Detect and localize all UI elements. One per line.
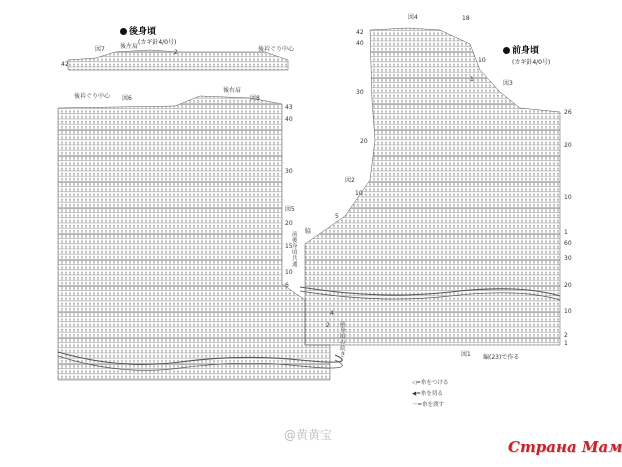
row-number: 10 (564, 194, 572, 201)
row-number: 20 (564, 282, 572, 289)
row-number: 20 (285, 220, 293, 227)
bottom-note: 編(23)で作る (483, 354, 520, 361)
row-number: 10 (285, 269, 293, 276)
carry-yarn-icon: 〜 (412, 402, 418, 408)
row-number: 26 (564, 109, 572, 116)
row-number: 1 (564, 229, 568, 236)
label-row-42-back: 42 (61, 61, 69, 68)
legend-text: =糸をつける (416, 380, 449, 386)
label-back-left-shoulder: 後左肩 (120, 43, 139, 50)
label-row-40-front: 40 (356, 40, 364, 47)
cut-yarn-icon: ◀ (412, 391, 417, 397)
label-fig3: 図3 (503, 80, 513, 87)
legend-text: =糸を渡す (417, 402, 445, 408)
bullet-icon (120, 28, 127, 35)
label-row-30-front: 30 (356, 89, 364, 96)
legend-text: =糸を切る (416, 391, 443, 397)
back-panel-body-band (58, 96, 330, 380)
label-fig1: 図1 (461, 351, 471, 358)
back-shoulder-strip-band (68, 50, 288, 70)
row-number: 60 (564, 240, 572, 247)
legend-item (412, 389, 443, 397)
row-number: 40 (285, 116, 293, 123)
label-fig6: 図6 (122, 95, 132, 102)
bullet-icon (503, 47, 510, 54)
row-number: 10 (355, 190, 363, 197)
label-side: 脇 (305, 228, 312, 235)
front-panel-needle: (カギ針4/0号) (512, 59, 551, 66)
row-number: 10 (478, 57, 486, 64)
row-number: 5 (335, 213, 339, 220)
label-back-neck-center: 後衿ぐり中心 (74, 93, 111, 100)
label-back-right-shoulder: 後右肩 (223, 87, 242, 94)
row-number: 2 (174, 49, 178, 56)
legend-item (412, 378, 448, 386)
vertical-note-continuation: 前身頃の続き (340, 322, 346, 358)
row-number: 30 (564, 255, 572, 262)
row-number: 6 (285, 282, 289, 289)
label-fig8: 図8 (250, 95, 260, 102)
watermark: @黄黄宝 (284, 428, 333, 442)
row-number: 18 (462, 15, 470, 22)
row-number: 1 (470, 76, 474, 83)
back-panel-needle: (カギ針4/0号) (138, 39, 177, 46)
row-number: 43 (285, 104, 293, 111)
label-fig5: 図5 (285, 206, 295, 213)
label-fig4: 図4 (408, 14, 418, 21)
row-number: 30 (285, 168, 293, 175)
vertical-note-shared: 前後身頃共通 (292, 232, 298, 268)
row-number: 4 (330, 310, 334, 317)
attach-yarn-icon: ◁ (412, 380, 417, 386)
label-row-42-front: 42 (356, 29, 364, 36)
brand-logo: Страна Мам (508, 438, 622, 456)
front-panel-title: 前身頃 (503, 43, 539, 56)
row-number: 20 (564, 142, 572, 149)
row-number: 10 (564, 308, 572, 315)
label-fig7: 図7 (95, 46, 105, 53)
label-back-neck-center-top: 後衿ぐり中心 (258, 46, 295, 53)
row-number: 20 (360, 138, 368, 145)
row-number: 1 (564, 340, 568, 347)
back-panel-title: 後身頃 (120, 24, 156, 37)
row-number: 2 (326, 322, 330, 329)
label-fig2: 図2 (345, 177, 355, 184)
legend-item (412, 400, 444, 408)
row-number: 2 (564, 332, 568, 339)
row-number: 15 (285, 243, 293, 250)
